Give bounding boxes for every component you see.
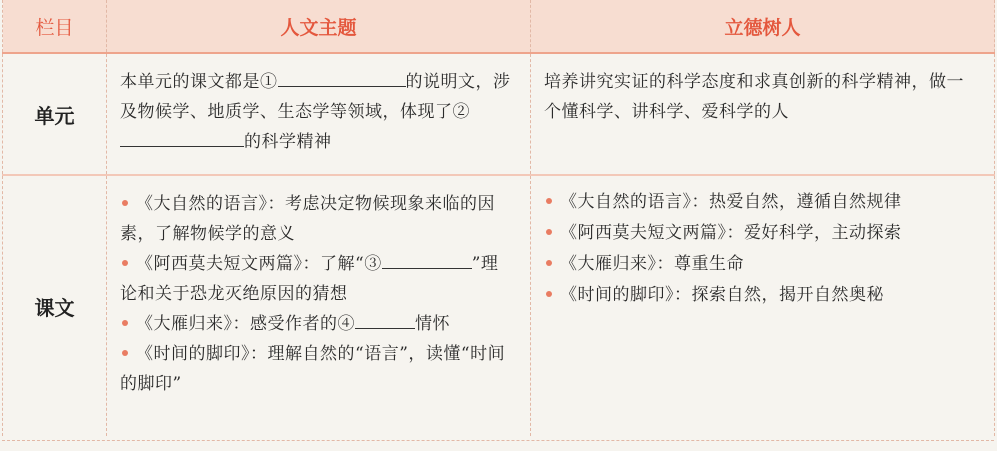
unit-theme-text [108, 55, 529, 157]
list-item [120, 189, 515, 249]
theme-item-post: 情怀 [415, 314, 450, 334]
header-humanistic-theme: 人文主题 [107, 0, 531, 53]
theme-item-pre: 《阿西莫夫短文两篇》：了解“ [136, 254, 365, 274]
summary-table [2, 0, 995, 436]
bullet-icon [546, 291, 552, 297]
header-moral-education: 立德树人 [531, 0, 995, 53]
virtue-item-text: 《阿西莫夫短文两篇》：爱好科学，主动探索 [560, 223, 902, 243]
texts-theme-list [120, 189, 515, 399]
texts-theme-list-wrap [108, 177, 529, 399]
fill-blank-1[interactable] [278, 68, 406, 87]
list-item [544, 249, 979, 280]
fill-blank-4[interactable] [355, 310, 415, 329]
list-item [120, 249, 515, 309]
header-row [3, 0, 995, 53]
texts-row [3, 175, 995, 436]
blank-number-1: ① [260, 72, 278, 92]
bullet-icon [122, 320, 128, 326]
unit-theme-part2: 的说明文，涉及物候学、地质学、生态学等领域，体现了 [120, 72, 511, 122]
bullet-icon [546, 198, 552, 204]
table-bottom-border [2, 440, 994, 441]
unit-theme-part3: 的科学精神 [244, 132, 332, 152]
virtue-item-text: 《时间的脚印》：探索自然，揭开自然奥秘 [560, 285, 884, 305]
texts-virtue-cell [531, 175, 995, 436]
theme-item-pre: 《大雁归来》：感受作者的 [136, 314, 338, 334]
theme-item-text: 《大自然的语言》：考虑决定物候现象来临的因素，了解物候学的意义 [120, 194, 495, 244]
header-column-label: 栏目 [3, 0, 107, 53]
texts-row-label: 课文 [3, 175, 107, 436]
texts-virtue-list-wrap [532, 177, 993, 311]
unit-row-label: 单元 [3, 53, 107, 175]
list-item [544, 218, 979, 249]
virtue-item-text: 《大雁归来》：尊重生命 [560, 254, 744, 274]
list-item [120, 339, 515, 399]
texts-theme-cell [107, 175, 531, 436]
fill-blank-3[interactable] [382, 250, 472, 269]
list-item [544, 280, 979, 311]
bullet-icon [122, 260, 128, 266]
unit-theme-cell [107, 53, 531, 175]
list-item [544, 187, 979, 218]
texts-virtue-list [544, 187, 979, 311]
blank-number-3: ③ [364, 254, 382, 274]
list-item [120, 309, 515, 339]
unit-row [3, 53, 995, 175]
bullet-icon [122, 200, 128, 206]
bullet-icon [122, 350, 128, 356]
theme-item-text: 《时间的脚印》：理解自然的“语言”，读懂“时间的脚印” [120, 344, 506, 394]
theme-item-post: ”理论和关于恐龙灭绝原因的猜想 [120, 254, 499, 304]
fill-blank-2[interactable] [120, 128, 244, 147]
virtue-item-text: 《大自然的语言》：热爱自然，遵循自然规律 [560, 192, 902, 212]
unit-virtue-cell [531, 53, 995, 175]
blank-number-4: ④ [337, 314, 355, 334]
bullet-icon [546, 260, 552, 266]
blank-number-2: ② [452, 102, 470, 122]
bullet-icon [546, 229, 552, 235]
unit-theme-part1: 本单元的课文都是 [120, 72, 260, 92]
unit-virtue-text: 培养讲究实证的科学态度和求真创新的科学精神，做一个懂科学、讲科学、爱科学的人 [544, 72, 964, 122]
